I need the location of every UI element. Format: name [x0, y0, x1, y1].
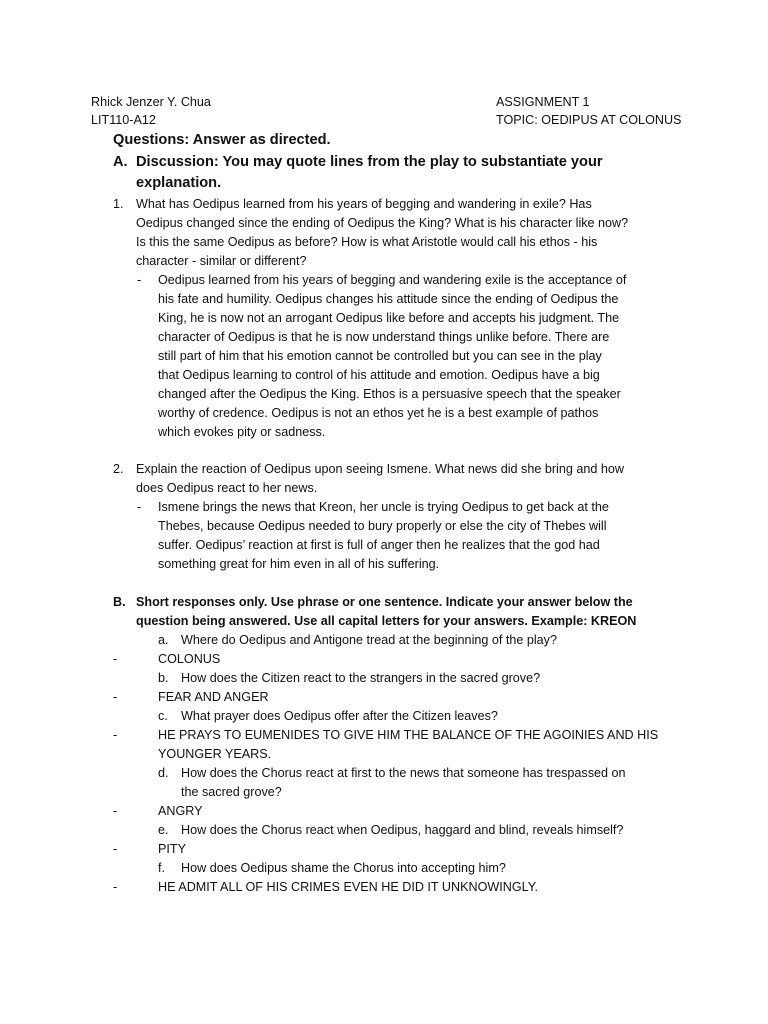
answer-line: which evokes pity or sadness. [158, 425, 326, 439]
item-b-letter: b. [158, 671, 169, 685]
answer-line: YOUNGER YEARS. [158, 747, 272, 761]
part-a-heading-line: explanation. [136, 175, 222, 191]
question-1-text [136, 195, 628, 271]
answer-line: something great for him even in all of his suffering. [158, 557, 440, 571]
item-f-letter: f. [158, 861, 165, 875]
part-a-heading [136, 152, 603, 194]
item-e-dash: - [113, 842, 118, 856]
part-b-heading-line: question being answered. Use all capital letters for your answers. Example: KREON [136, 614, 637, 628]
answer-line: worthy of credence. Oedipus is not an ethos yet he is a best example of pathos [158, 406, 599, 420]
topic-label: TOPIC: OEDIPUS AT COLONUS [496, 113, 682, 127]
question-line: does Oedipus react to her news. [136, 481, 318, 495]
answer-line: King, he is now not an arrogant Oedipus like before and accepts his judgment. The [158, 311, 620, 325]
question-line: How does the Chorus react at first to the news that someone has trespassed on [181, 766, 626, 780]
item-a-answer: COLONUS [158, 652, 221, 666]
item-e-answer: PITY [158, 842, 186, 856]
question-line: Explain the reaction of Oedipus upon seeing Ismene. What news did she bring and how [136, 462, 624, 476]
question-line: character - similar or different? [136, 254, 307, 268]
part-b-heading [136, 593, 636, 631]
item-f-dash: - [113, 880, 118, 894]
item-e-letter: e. [158, 823, 169, 837]
answer-line: changed after the Oedipus the King. Ethos is a persuasive speech that the speaker [158, 387, 621, 401]
question-line: Is this the same Oedipus as before? How is what Aristotle would call his ethos - his [136, 235, 598, 249]
question-2-number: 2. [113, 462, 124, 476]
part-b-heading-line: Short responses only. Use phrase or one sentence. Indicate your answer below the [136, 595, 633, 609]
answer-line: Ismene brings the news that Kreon, her uncle is trying Oedipus to get back at the [158, 500, 609, 514]
item-b-answer: FEAR AND ANGER [158, 690, 269, 704]
answer-line: character of Oedipus is that he is now understand things unlike before. There are [158, 330, 610, 344]
course-section: LIT110-A12 [91, 113, 156, 127]
item-a-question: Where do Oedipus and Antigone tread at the beginning of the play? [181, 633, 557, 647]
part-b-letter: B. [113, 595, 126, 609]
answer-1-dash: - [137, 273, 142, 287]
question-line: Oedipus changed since the ending of Oedipus the King? What is his character like now? [136, 216, 629, 230]
item-e-question: How does the Chorus react when Oedipus, haggard and blind, reveals himself? [181, 823, 624, 837]
item-c-question: What prayer does Oedipus offer after the Citizen leaves? [181, 709, 498, 723]
question-2-text [136, 460, 624, 498]
item-d-letter: d. [158, 766, 169, 780]
item-d-answer: ANGRY [158, 804, 203, 818]
item-d-dash: - [113, 804, 118, 818]
answer-line: that Oedipus learning to control of his attitude and emotion. Oedipus have a big [158, 368, 600, 382]
answer-line: his fate and humility. Oedipus changes his attitude since the ending of Oedipus the [158, 292, 619, 306]
answer-line: Thebes, because Oedipus needed to bury properly or else the city of Thebes will [158, 519, 607, 533]
part-a-heading-line: Discussion: You may quote lines from the play to substantiate your [136, 154, 603, 170]
student-name: Rhick Jenzer Y. Chua [91, 95, 211, 109]
item-a-letter: a. [158, 633, 169, 647]
item-f-answer: HE ADMIT ALL OF HIS CRIMES EVEN HE DID IT UNKNOWINGLY. [158, 880, 538, 894]
answer-line: HE PRAYS TO EUMENIDES TO GIVE HIM THE BALANCE OF THE AGOINIES AND HIS [158, 728, 659, 742]
question-line: the sacred grove? [181, 785, 282, 799]
question-line: What has Oedipus learned from his years of begging and wandering in exile? Has [136, 197, 592, 211]
answer-2-text [158, 498, 609, 574]
questions-title: Questions: Answer as directed. [113, 132, 331, 148]
item-c-letter: c. [158, 709, 168, 723]
answer-line: Oedipus learned from his years of begging and wandering exile is the acceptance of [158, 273, 627, 287]
item-a-dash: - [113, 652, 118, 666]
part-a-letter: A. [113, 154, 128, 170]
item-f-question: How does Oedipus shame the Chorus into accepting him? [181, 861, 506, 875]
item-b-question: How does the Citizen react to the strangers in the sacred grove? [181, 671, 541, 685]
item-d-question [181, 764, 626, 802]
item-b-dash: - [113, 690, 118, 704]
answer-line: still part of him that his emotion cannot be controlled but you can see in the play [158, 349, 602, 363]
item-c-dash: - [113, 728, 118, 742]
answer-2-dash: - [137, 500, 142, 514]
assignment-label: ASSIGNMENT 1 [496, 95, 590, 109]
question-1-number: 1. [113, 197, 124, 211]
answer-1-text [158, 271, 626, 442]
answer-line: suffer. Oedipus’ reaction at first is full of anger then he realizes that the god had [158, 538, 600, 552]
item-c-answer [158, 726, 658, 764]
